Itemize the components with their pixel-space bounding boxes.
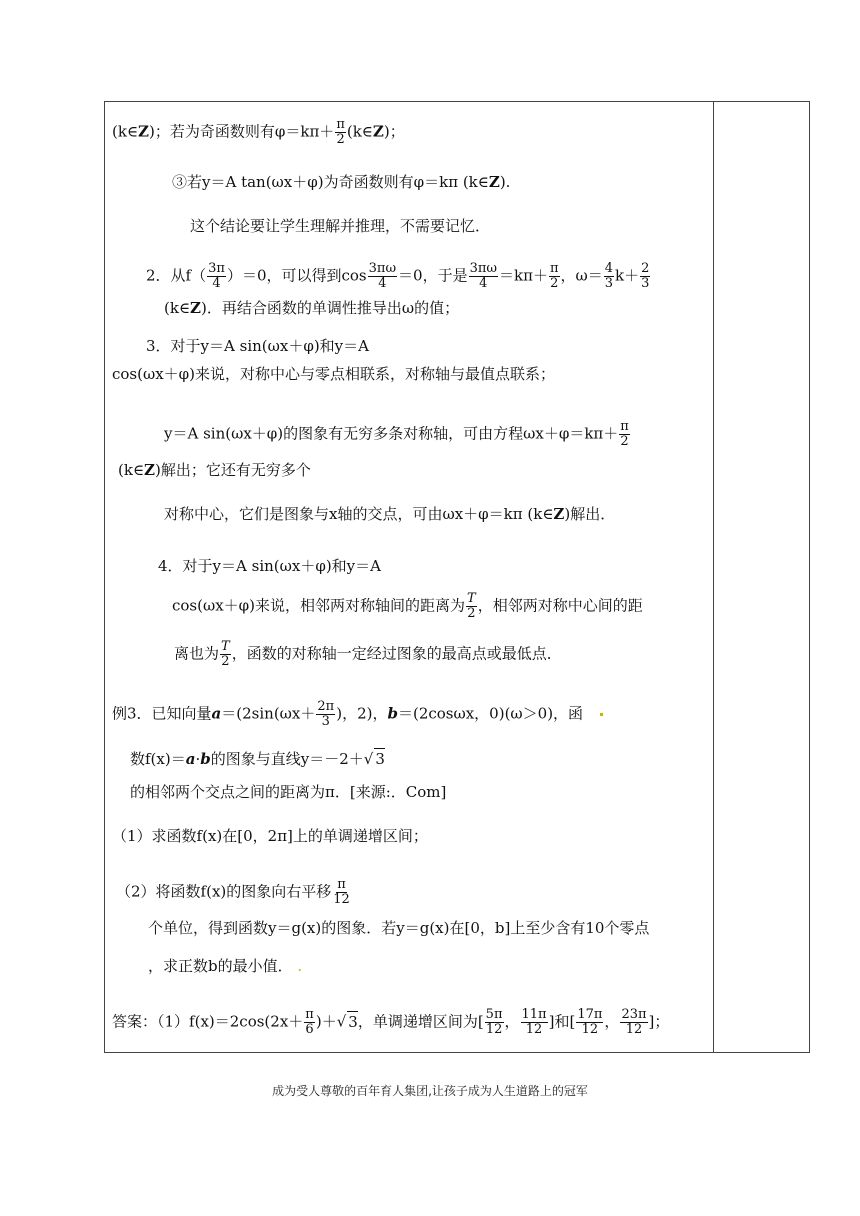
text-line-11: 4．对于y＝A sin(ωx＋φ)和y＝A <box>158 557 381 575</box>
fraction: $\frac{4}{3}$ <box>604 261 614 291</box>
fraction: $\frac{5\pi}{12}$ <box>485 1007 503 1037</box>
table-bottom-border <box>104 1052 810 1053</box>
text-line-10: 对称中心，它们是图象与x轴的交点，可由ωx＋φ＝kπ (k∈Z)解出． <box>164 505 616 523</box>
text-line-3: 这个结论要让学生理解并推理，不需要记忆． <box>190 217 491 235</box>
fraction: $\frac{2}{3}$ <box>641 261 650 291</box>
text-line-6: 3．对于y＝A sin(ωx＋φ)和y＝A <box>146 337 369 355</box>
text-line-12: cos(ωx＋φ)来说，相邻两对称轴间的距离为 $\frac{T}{2}$ ，相邻两对称中心间的距 <box>172 591 643 621</box>
text-line-8: y＝A sin(ωx＋φ)的图象有无穷多条对称轴，可由方程ωx＋φ＝kπ＋ $\frac{\pi}{2}$ <box>164 419 629 449</box>
fraction: $\frac{2\pi}{3}$ <box>317 699 335 729</box>
fraction: $\frac{\pi}{2}$ <box>620 419 629 449</box>
text-line-7: cos(ωx＋φ)来说，对称中心与零点相联系，对称轴与最值点联系； <box>112 365 556 383</box>
table-column-divider <box>713 101 714 1052</box>
text-line-1: (k∈Z)；若为奇函数则有φ＝kπ＋ $\frac{\pi}{2}$ (k∈Z)； <box>112 117 405 147</box>
text-line-21: 答案：（1）f(x)＝2cos(2x＋ $\frac{\pi}{6}$ )＋√ 3，单调递增区间为[ $\frac{5\pi}{12}$ ， $\frac{11\pi}{12}$ ]和[ $\frac{17\pi}{12}$ ， $\frac{23\pi}{12}$ ]； <box>112 1007 670 1037</box>
text-line-4: 2．从f（ $\frac{3\pi}{4}$ ）＝0，可以得到cos $\frac{3\pi\omega}{4}$ ＝0，于是 $\frac{3\pi\omega}{4}$ ＝kπ＋ $\frac{\pi}{2}$ ，ω＝ $\frac{4}{3}$ k＋ $\frac{2}{3}$ <box>146 261 650 291</box>
text-line-9: (k∈Z)解出；它还有无穷多个 <box>118 461 311 479</box>
text-line-18: （2）将函数f(x)的图象向右平移 $\frac{\pi}{12}$ <box>116 877 350 907</box>
fraction: $\frac{T}{2}$ <box>221 639 230 669</box>
fraction: $\frac{17\pi}{12}$ <box>577 1007 603 1037</box>
text-line-19: 个单位，得到函数y＝g(x)的图象．若y＝g(x)在[0，b]上至少含有10个零点 <box>148 919 650 937</box>
table-right-border <box>809 101 810 1052</box>
text-line-16: 的相邻两个交点之间的距离为π．[来源:．Com] <box>130 783 447 801</box>
fraction-pi-over-2: $\frac{\pi}{2}$ <box>336 117 345 147</box>
text-line-13: 离也为 $\frac{T}{2}$ ，函数的对称轴一定经过图象的最高点或最低点． <box>174 639 562 669</box>
text-line-15: 数f(x)＝a·b的图象与直线y＝－2＋√ 3 <box>130 750 385 768</box>
text-line-14: 例3．已知向量a＝(2sin(ωx＋ $\frac{2\pi}{3}$ )，2)，b＝(2cosωx，0)(ω＞0)，函 <box>112 699 584 729</box>
fraction: $\frac{3\pi}{4}$ <box>208 261 225 291</box>
page-footer: 成为受人尊敬的百年育人集团,让孩子成为人生道路上的冠军 <box>272 1084 588 1098</box>
stray-mark <box>600 713 603 716</box>
fraction: $\frac{11\pi}{12}$ <box>521 1007 547 1037</box>
fraction: $\frac{3\pi\omega}{4}$ <box>368 261 397 291</box>
text-line-17: （1）求函数f(x)在[0，2π]上的单调递增区间； <box>112 827 428 845</box>
fraction: $\frac{\pi}{6}$ <box>305 1007 314 1037</box>
fraction: $\frac{3\pi\omega}{4}$ <box>469 261 498 291</box>
table-left-border <box>104 101 105 1052</box>
text-line-20: ，求正数b的最小值． . <box>148 957 303 975</box>
fraction: $\frac{\pi}{2}$ <box>549 261 559 291</box>
fraction: $\frac{23\pi}{12}$ <box>621 1007 647 1037</box>
fraction: $\frac{\pi}{12}$ <box>333 877 350 907</box>
text-line-5: (k∈Z)．再结合函数的单调性推导出ω的值； <box>164 299 460 317</box>
table-top-border <box>104 101 810 102</box>
text-line-2: ③若y＝A tan(ωx＋φ)为奇函数则有φ＝kπ (k∈Z). <box>172 173 511 191</box>
fraction: $\frac{T}{2}$ <box>467 591 476 621</box>
